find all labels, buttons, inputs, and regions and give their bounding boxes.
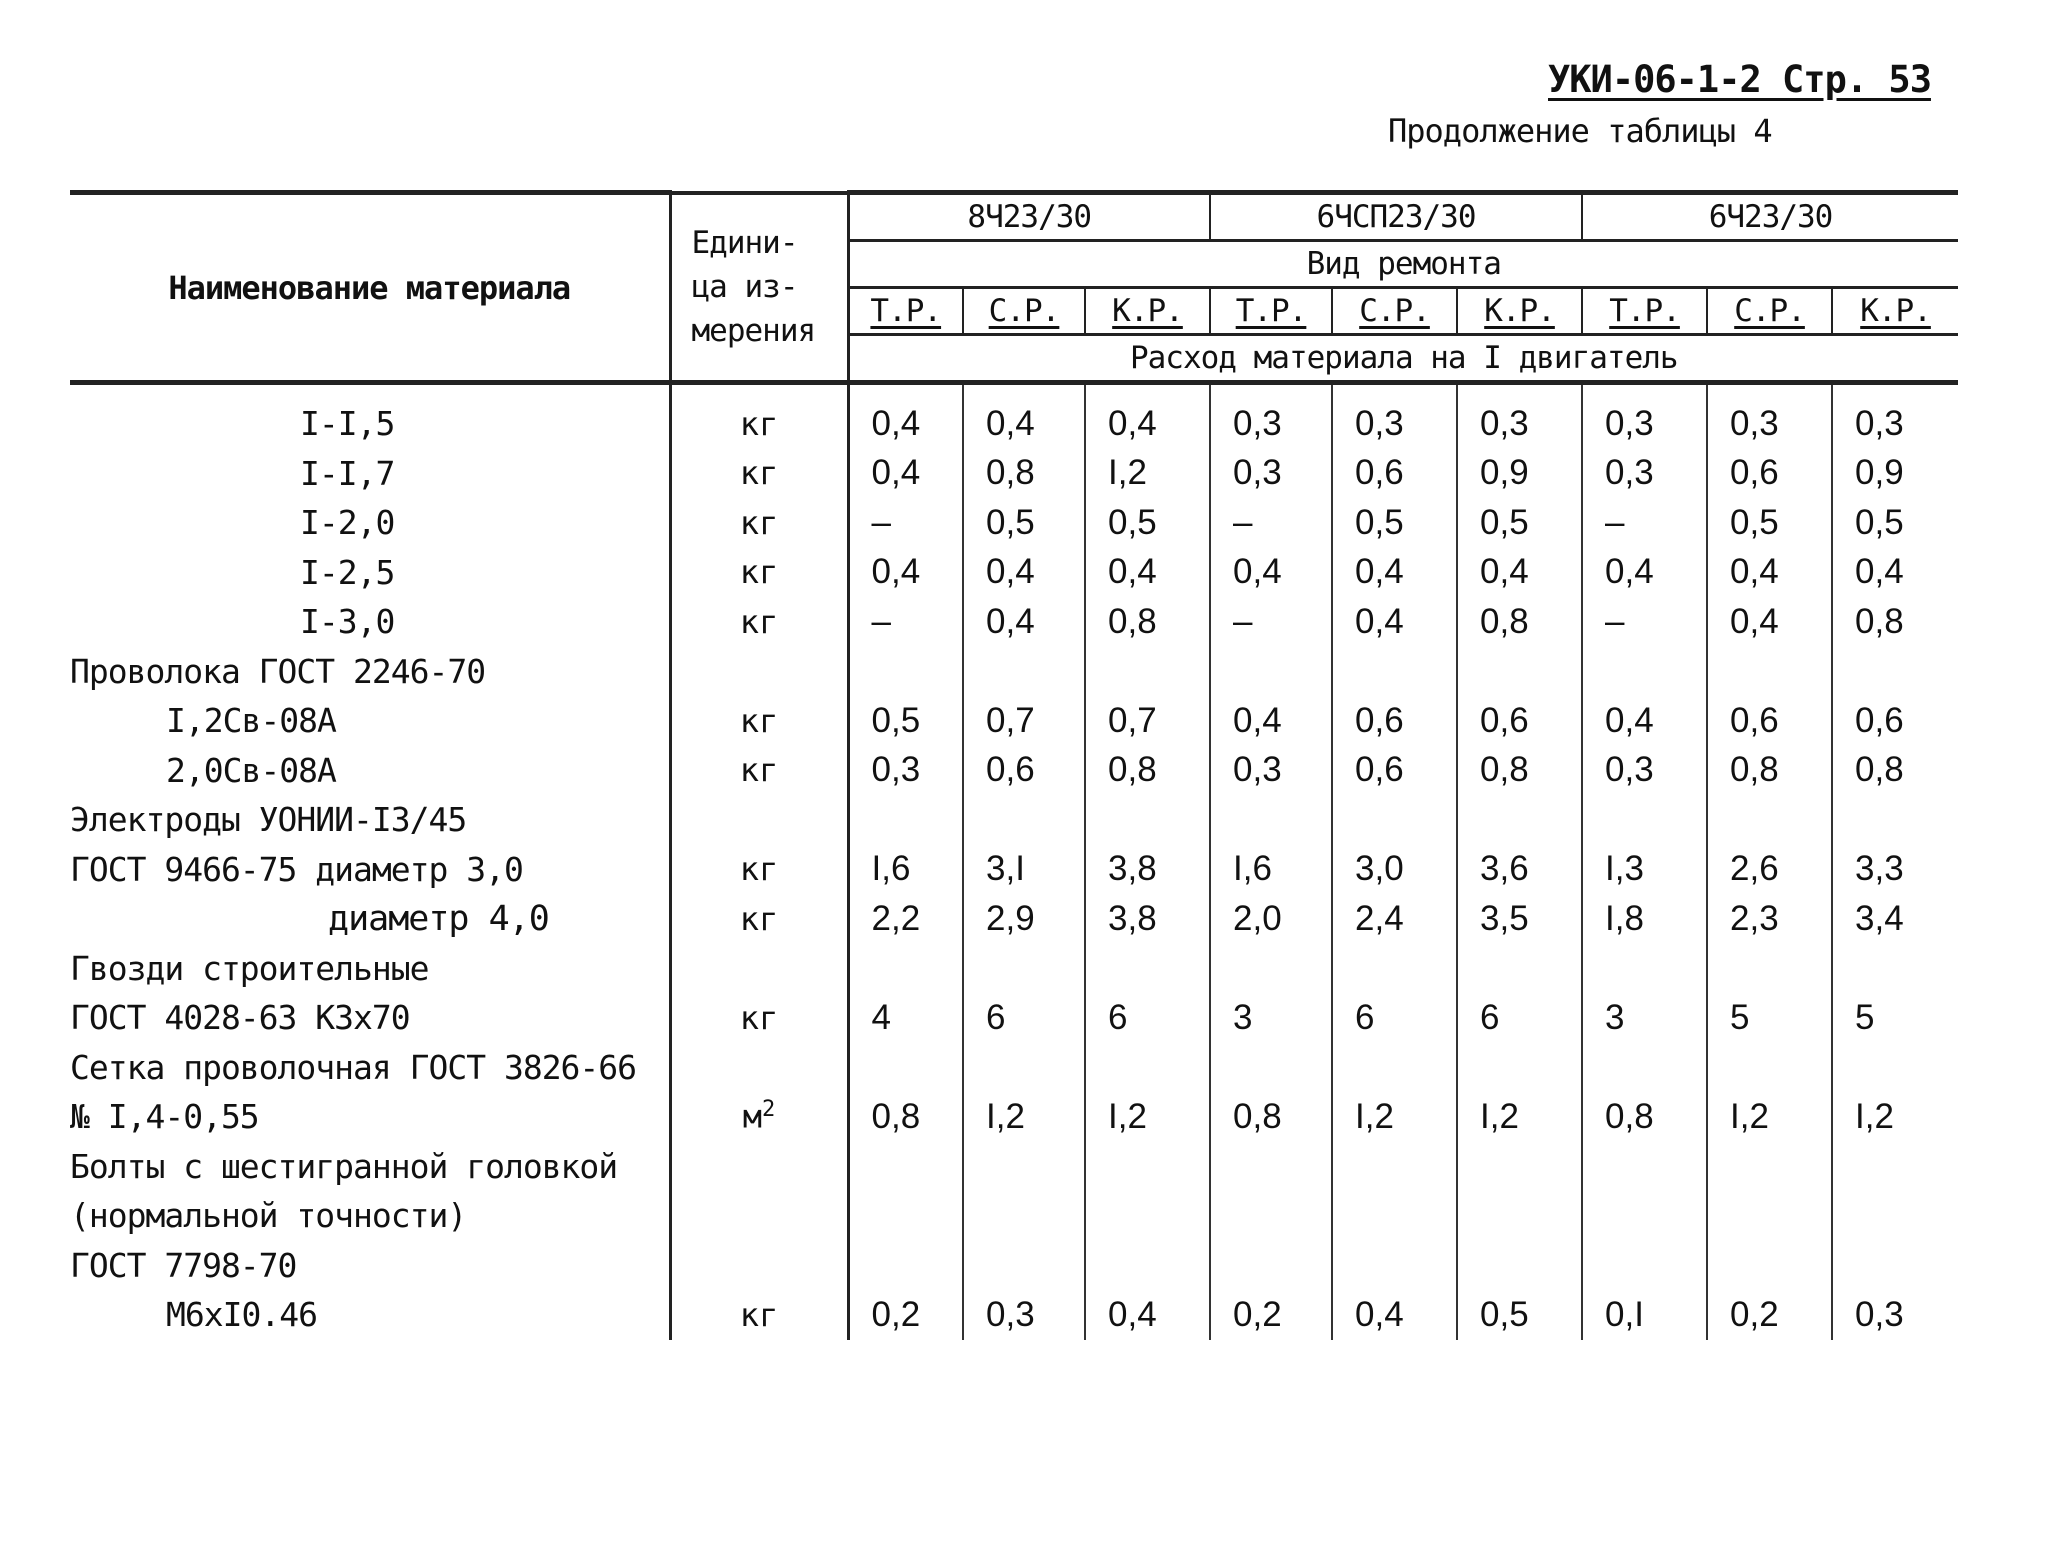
consumption-value-cell	[1210, 1142, 1332, 1192]
consumption-value-cell: 3,3	[1855, 849, 1904, 889]
consumption-value-cell	[1832, 647, 1958, 697]
table-row	[70, 548, 1958, 598]
unit-cell	[670, 1142, 848, 1192]
engine-header: 6ЧСП23/30	[1210, 193, 1582, 241]
repair-kind-header: К.Р.	[1457, 288, 1582, 335]
table-row	[70, 1241, 1958, 1291]
consumption-value-cell: 0,6	[1332, 696, 1457, 746]
consumption-value-cell	[1210, 1241, 1332, 1291]
consumption-value-cell: 3	[1582, 993, 1707, 1043]
consumption-value-cell: 2,2	[848, 894, 963, 944]
consumption-value-cell	[963, 647, 1085, 697]
unit-text: кг	[739, 701, 779, 740]
material-name-cell: Проволока ГОСТ 2246-70	[70, 647, 670, 697]
consumption-value-cell	[1832, 1241, 1958, 1291]
consumption-value-cell	[1582, 1191, 1707, 1241]
consumption-value-cell: I,6	[848, 845, 963, 895]
table-row	[70, 696, 1958, 746]
unit-cell	[670, 1043, 848, 1093]
consumption-value-cell: I,2	[1707, 1092, 1832, 1142]
repair-kind-header: Т.Р.	[848, 288, 963, 335]
consumption-value-cell: 0,8	[1582, 1092, 1707, 1142]
consumption-value-cell: 0,6	[1855, 700, 1904, 740]
material-name-cell: I-I,7	[70, 449, 670, 499]
materials-table	[70, 190, 1958, 1340]
consumption-value-cell	[1832, 1043, 1958, 1093]
consumption-value-cell	[963, 1191, 1085, 1241]
material-name-cell: I,2Св-08А	[70, 696, 670, 746]
consumption-value-cell: 0,4	[1855, 552, 1904, 592]
unit-cell	[670, 993, 848, 1043]
consumption-value-cell: 0,4	[1085, 1290, 1210, 1340]
consumption-value-cell	[1457, 1241, 1582, 1291]
consumption-value-cell: 0,4	[848, 449, 963, 499]
consumption-value-cell: 0,4	[963, 597, 1085, 647]
consumption-value-cell: 0,3	[1855, 1294, 1904, 1334]
consumption-value-cell: 3	[1210, 993, 1332, 1043]
repair-kind-header: К.Р.	[1085, 288, 1210, 335]
consumption-value-cell: 0,3	[1457, 383, 1582, 449]
consumption-value-cell: 0,I	[1582, 1290, 1707, 1340]
consumption-value-cell: I,8	[1582, 894, 1707, 944]
material-name-cell: № I,4-0,55	[70, 1092, 670, 1142]
unit-text: кг	[739, 1295, 779, 1334]
unit-text: кг	[739, 553, 779, 592]
consumption-value-cell	[848, 1043, 963, 1093]
unit-cell	[670, 548, 848, 598]
unit-text: кг	[739, 454, 779, 493]
unit-cell	[670, 795, 848, 845]
consumption-value-cell: 0,5	[963, 498, 1085, 548]
consumption-value-cell: 0,3	[1582, 746, 1707, 796]
consumption-value-cell	[1707, 944, 1832, 994]
consumption-value-cell: –	[1582, 597, 1707, 647]
consumption-value-cell	[1707, 1142, 1832, 1192]
unit-text: кг	[739, 602, 779, 641]
consumption-value-cell	[1582, 647, 1707, 697]
repair-kind-header: С.Р.	[1707, 288, 1832, 335]
repair-kind-header: Т.Р.	[1582, 288, 1707, 335]
consumption-value-cell: I,2	[1457, 1092, 1582, 1142]
consumption-value-cell: 3,8	[1085, 845, 1210, 895]
consumption-value-cell: 0,6	[1457, 696, 1582, 746]
consumption-value-cell: 2,4	[1332, 894, 1457, 944]
material-name-cell: (нормальной точности)	[70, 1191, 670, 1241]
consumption-value-cell	[1085, 1241, 1210, 1291]
unit-cell	[670, 647, 848, 697]
consumption-value-cell	[1707, 647, 1832, 697]
table-row	[70, 498, 1958, 548]
consumption-value-cell: 0,4	[848, 383, 963, 449]
unit-text: кг	[739, 503, 779, 542]
unit-cell	[670, 1191, 848, 1241]
consumption-value-cell: 0,3	[1832, 383, 1958, 449]
consumption-value-cell: 0,4	[1332, 597, 1457, 647]
unit-cell	[670, 696, 848, 746]
consumption-value-cell	[1085, 944, 1210, 994]
consumption-value-cell: 0,8	[1707, 746, 1832, 796]
consumption-value-cell	[963, 944, 1085, 994]
table-row	[70, 1290, 1958, 1340]
consumption-value-cell	[1085, 1191, 1210, 1241]
consumption-value-cell	[1332, 1142, 1457, 1192]
table-body	[70, 383, 1958, 1340]
consumption-value-cell: 0,8	[1457, 597, 1582, 647]
consumption-value-cell	[1332, 1043, 1457, 1093]
consumption-value-cell: 0,3	[1210, 746, 1332, 796]
consumption-value-cell	[1457, 944, 1582, 994]
consumption-value-cell: 0,8	[1855, 750, 1904, 790]
consumption-value-cell: 0,6	[963, 746, 1085, 796]
unit-cell	[670, 449, 848, 499]
repair-kind-header: С.Р.	[963, 288, 1085, 335]
consumption-value-cell: 0,8	[1210, 1092, 1332, 1142]
consumption-value-cell: –	[1210, 498, 1332, 548]
column-header-unit: Едини- ца из- мерения	[670, 193, 848, 383]
unit-cell	[670, 944, 848, 994]
consumption-value-cell	[1085, 1142, 1210, 1192]
material-name-cell: I-I,5	[70, 383, 670, 449]
consumption-value-cell: I,2	[1332, 1092, 1457, 1142]
consumption-value-cell	[1457, 1142, 1582, 1192]
consumption-value-cell: 0,7	[1085, 696, 1210, 746]
unit-cell	[670, 1092, 848, 1142]
table-row	[70, 1142, 1958, 1192]
consumption-value-cell	[1707, 1191, 1832, 1241]
consumption-value-cell: 0,4	[1457, 548, 1582, 598]
consumption-value-cell	[1582, 1241, 1707, 1291]
consumption-value-cell: 0,4	[1210, 696, 1332, 746]
consumption-value-cell: 0,4	[1582, 548, 1707, 598]
material-name-cell: Электроды УОНИИ-I3/45	[70, 795, 670, 845]
consumption-value-cell: 2,3	[1707, 894, 1832, 944]
consumption-value-cell	[1332, 1191, 1457, 1241]
consumption-value-cell: 0,2	[1707, 1290, 1832, 1340]
material-name-cell: Гвозди строительные	[70, 944, 670, 994]
material-name-cell: I-2,0	[70, 498, 670, 548]
consumption-value-cell: 0,5	[1332, 498, 1457, 548]
consumption-value-cell	[1332, 795, 1457, 845]
consumption-value-cell: 6	[963, 993, 1085, 1043]
consumption-value-cell: 0,5	[1085, 498, 1210, 548]
consumption-value-cell: 2,9	[963, 894, 1085, 944]
consumption-value-cell: 0,6	[1707, 449, 1832, 499]
column-header-name: Наименование материала	[70, 193, 670, 383]
consumption-value-cell	[1085, 795, 1210, 845]
consumption-value-cell	[1582, 1043, 1707, 1093]
consumption-value-cell: 0,4	[1707, 548, 1832, 598]
material-name-cell: ГОСТ 4028-63 К3х70	[70, 993, 670, 1043]
table-row	[70, 597, 1958, 647]
unit-cell	[670, 746, 848, 796]
unit-text: кг	[739, 850, 779, 889]
consumption-value-cell: 0,9	[1855, 453, 1904, 493]
unit-cell	[670, 498, 848, 548]
consumption-value-cell: 0,3	[848, 746, 963, 796]
material-name-cell: I-2,5	[70, 548, 670, 598]
consumption-value-cell	[1210, 1043, 1332, 1093]
consumption-value-cell: 0,8	[1085, 746, 1210, 796]
consumption-value-cell: 0,4	[963, 383, 1085, 449]
table-caption: Продолжение таблицы 4	[1388, 112, 1772, 150]
consumption-value-cell: 3,5	[1457, 894, 1582, 944]
consumption-value-cell: 0,4	[1582, 696, 1707, 746]
unit-text: кг	[739, 998, 779, 1037]
consumption-value-cell: 0,4	[1707, 597, 1832, 647]
consumption-value-cell: 0,6	[1707, 696, 1832, 746]
consumption-value-cell	[1210, 647, 1332, 697]
material-name-cell: I-3,0	[70, 597, 670, 647]
table-row	[70, 845, 1958, 895]
consumption-value-cell: 0,4	[1085, 383, 1210, 449]
repair-kind-header: К.Р.	[1832, 288, 1958, 335]
consumption-value-cell	[1085, 647, 1210, 697]
consumption-value-cell: 0,6	[1332, 746, 1457, 796]
document-code: УКИ-06-1-2 Стр. 53	[1548, 58, 1931, 101]
consumption-value-cell: 5	[1707, 993, 1832, 1043]
consumption-value-cell: 0,2	[1210, 1290, 1332, 1340]
consumption-value-cell: I,2	[1855, 1096, 1894, 1136]
consumption-value-cell: I,2	[1085, 1092, 1210, 1142]
table-row	[70, 449, 1958, 499]
consumption-value-cell: 0,3	[1210, 449, 1332, 499]
consumption-value-cell	[1457, 1043, 1582, 1093]
consumption-value-cell: 0,9	[1457, 449, 1582, 499]
consumption-value-cell	[1332, 944, 1457, 994]
consumption-value-cell: 0,8	[1457, 746, 1582, 796]
material-name-cell: диаметр 4,0	[70, 894, 670, 944]
consumption-value-cell: 0,2	[848, 1290, 963, 1340]
consumption-value-cell	[848, 795, 963, 845]
consumption-value-cell	[1332, 1241, 1457, 1291]
consumption-value-cell: 0,4	[963, 548, 1085, 598]
table-row	[70, 993, 1958, 1043]
consumption-value-cell	[848, 944, 963, 994]
material-name-cell: ГОСТ 7798-70	[70, 1241, 670, 1291]
unit-text: кг	[739, 404, 779, 443]
consumption-value-cell	[963, 795, 1085, 845]
consumption-value-cell	[1582, 795, 1707, 845]
unit-cell	[670, 1241, 848, 1291]
consumption-value-cell: 0,8	[1085, 597, 1210, 647]
repair-kind-header: Т.Р.	[1210, 288, 1332, 335]
consumption-value-cell: 3,4	[1855, 898, 1904, 938]
consumption-value-cell: 0,4	[1332, 548, 1457, 598]
consumption-value-cell: 4	[848, 993, 963, 1043]
consumption-value-cell: 0,4	[848, 548, 963, 598]
consumption-value-cell: 5	[1855, 997, 1875, 1037]
consumption-value-cell: 0,3	[963, 1290, 1085, 1340]
consumption-value-cell: 0,3	[1332, 383, 1457, 449]
consumption-value-cell	[848, 1142, 963, 1192]
engine-header: 6Ч23/30	[1582, 193, 1958, 241]
repair-type-header: Вид ремонта	[848, 241, 1958, 288]
unit-cell	[670, 845, 848, 895]
consumption-value-cell: –	[848, 498, 963, 548]
consumption-value-cell: I,2	[963, 1092, 1085, 1142]
consumption-value-cell: 0,5	[1457, 498, 1582, 548]
consumption-value-cell	[1085, 1043, 1210, 1093]
consumption-value-cell: I,2	[1085, 449, 1210, 499]
consumption-value-cell	[963, 1241, 1085, 1291]
unit-text: кг	[739, 751, 779, 790]
consumption-value-cell: 0,3	[1582, 449, 1707, 499]
consumption-value-cell: –	[1582, 498, 1707, 548]
consumption-value-cell	[1707, 1043, 1832, 1093]
engine-header: 8Ч23/30	[848, 193, 1210, 241]
consumption-value-cell	[1832, 944, 1958, 994]
consumption-value-cell: –	[1210, 597, 1332, 647]
consumption-value-cell	[848, 1191, 963, 1241]
consumption-value-cell	[1707, 795, 1832, 845]
consumption-value-cell: 0,4	[1210, 548, 1332, 598]
consumption-value-cell	[963, 1043, 1085, 1093]
material-name-cell: М6хI0.46	[70, 1290, 670, 1340]
consumption-value-cell	[1457, 647, 1582, 697]
table-row	[70, 647, 1958, 697]
unit-cell	[670, 1290, 848, 1340]
unit-text: кг	[739, 899, 779, 938]
consumption-value-cell: 6	[1457, 993, 1582, 1043]
table-row	[70, 383, 1958, 449]
consumption-value-cell	[1210, 795, 1332, 845]
consumption-value-cell	[1457, 795, 1582, 845]
consumption-value-cell: 2,6	[1707, 845, 1832, 895]
consumption-value-cell: 0,8	[1855, 601, 1904, 641]
consumption-value-cell: 0,5	[1855, 502, 1904, 542]
consumption-value-cell	[1832, 1142, 1958, 1192]
table-row	[70, 894, 1958, 944]
consumption-value-cell: 0,4	[1332, 1290, 1457, 1340]
consumption-value-cell: 0,7	[963, 696, 1085, 746]
consumption-value-cell: I,6	[1210, 845, 1332, 895]
consumption-value-cell	[1832, 795, 1958, 845]
consumption-value-cell: I,3	[1582, 845, 1707, 895]
consumption-value-cell	[1707, 1241, 1832, 1291]
consumption-value-cell	[1582, 1142, 1707, 1192]
consumption-value-cell: 3,I	[963, 845, 1085, 895]
table-row	[70, 795, 1958, 845]
consumption-value-cell	[1332, 647, 1457, 697]
unit-text: м	[742, 1098, 762, 1137]
consumption-value-cell: 3,8	[1085, 894, 1210, 944]
consumption-value-cell: 2,0	[1210, 894, 1332, 944]
consumption-value-cell: 3,6	[1457, 845, 1582, 895]
consumption-value-cell: 6	[1332, 993, 1457, 1043]
consumption-value-cell: 6	[1085, 993, 1210, 1043]
unit-cell	[670, 383, 848, 449]
materials-table-wrap	[70, 190, 1958, 1340]
table-row	[70, 1043, 1958, 1093]
consumption-value-cell	[848, 1241, 963, 1291]
consumption-value-cell: 0,3	[1210, 383, 1332, 449]
consumption-value-cell	[848, 647, 963, 697]
consumption-value-cell	[1832, 1191, 1958, 1241]
consumption-value-cell: 0,6	[1332, 449, 1457, 499]
table-row	[70, 1191, 1958, 1241]
material-name-cell: ГОСТ 9466-75 диаметр 3,0	[70, 845, 670, 895]
consumption-value-cell: 0,3	[1582, 383, 1707, 449]
consumption-value-cell: 0,5	[848, 696, 963, 746]
consumption-value-cell: 0,8	[848, 1092, 963, 1142]
repair-kind-header: С.Р.	[1332, 288, 1457, 335]
unit-cell	[670, 894, 848, 944]
unit-cell	[670, 597, 848, 647]
consumption-value-cell	[1582, 944, 1707, 994]
consumption-value-cell: 0,5	[1707, 498, 1832, 548]
consumption-value-cell	[1210, 944, 1332, 994]
material-name-cell: Сетка проволочная ГОСТ 3826-66	[70, 1043, 670, 1093]
material-name-cell: 2,0Св-08А	[70, 746, 670, 796]
consumption-value-cell	[1210, 1191, 1332, 1241]
consumption-value-cell: 0,8	[963, 449, 1085, 499]
consumption-value-cell: –	[848, 597, 963, 647]
consumption-value-cell	[1457, 1191, 1582, 1241]
table-row	[70, 1092, 1958, 1142]
consumption-value-cell: 0,4	[1085, 548, 1210, 598]
consumption-value-cell: 3,0	[1332, 845, 1457, 895]
table-row	[70, 944, 1958, 994]
consumption-header: Расход материала на I двигатель	[848, 335, 1958, 383]
consumption-value-cell: 0,5	[1457, 1290, 1582, 1340]
consumption-value-cell: 0,3	[1707, 383, 1832, 449]
table-row	[70, 746, 1958, 796]
unit-exponent: 2	[762, 1097, 776, 1123]
material-name-cell: Болты с шестигранной головкой	[70, 1142, 670, 1192]
header-row-engines	[70, 193, 1958, 241]
consumption-value-cell	[963, 1142, 1085, 1192]
